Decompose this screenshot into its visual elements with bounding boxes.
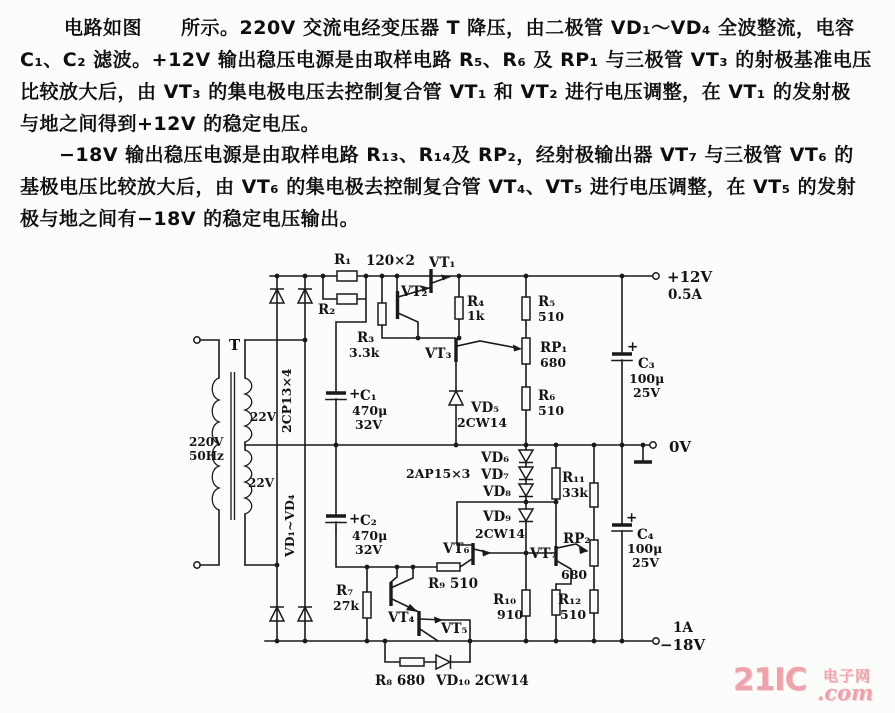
label-1a: 1A [673,620,693,636]
label-c3-plus: + [627,339,639,355]
label-vt1: VT₁ [429,255,456,271]
label-r3-value: 3.3k [349,345,380,360]
label-vt6: VT₆ [443,541,470,557]
label-c2-volt: 32V [355,542,383,557]
article-line-2: C₁、C₂ 滤波。+12V 输出稳压电源是由取样电路 R₅、R₆ 及 RP₁ 与三极管 VT₃ 的射极基准电压 [20,49,872,71]
label-c4-plus: + [626,510,638,526]
label-vt5: VT₅ [441,621,468,637]
label-transformer: T [229,336,241,354]
label-c2: C₂ [360,513,377,529]
label-vd1-vd4: VD₁~VD₄ [282,494,297,557]
article-line-7: 极与地之间有−18V 的稳定电压输出。 [20,208,360,230]
rectifier-bridge [270,276,312,641]
label-0v: 0V [669,438,692,456]
label-rp1-value: 680 [540,355,567,370]
label-r7-value: 27k [333,598,360,613]
negative-sampling-divider [590,445,632,641]
label-05a: 0.5A [668,287,702,303]
label-secondary-22v-top: 22V [250,410,277,424]
label-r6-value: 510 [538,403,565,418]
label-r10-value: 910 [497,607,524,622]
watermark-logo: 21IC [733,662,807,698]
site-watermark [733,662,893,710]
label-2ap15: 2AP15×3 [406,466,471,481]
label-rp2-value: 680 [561,567,588,582]
label-c3: C₃ [638,356,655,372]
label-c4-volt: 25V [632,555,660,570]
label-secondary-22v-bottom: 22V [248,476,275,490]
series-resistors-and-filters [323,271,455,530]
label-r12-value: 510 [560,607,587,622]
label-c1-plus: + [349,386,361,402]
label-r1: R₁ [334,252,352,268]
label-c1: C₁ [360,388,377,404]
label-r8: R₈ 680 [375,673,426,689]
label-c3-volt: 25V [633,385,661,400]
label-r4: R₄ [467,294,485,310]
output-terminals [634,273,659,644]
label-vd6: VD₆ [481,450,510,466]
label-vd5-type: 2CW14 [457,415,508,430]
label-minus18v: −18V [660,636,706,654]
watermark-chinese: 电子网 [823,667,872,685]
label-vt2: VT₂ [401,284,428,300]
label-r4-value: 1k [467,308,485,323]
label-c2-plus: + [349,511,361,527]
label-r1-r2-value: 120×2 [366,253,415,269]
label-vd8: VD₈ [483,484,512,500]
label-c3-cap: 100μ [629,371,665,386]
label-r7: R₇ [336,583,354,599]
label-vd7: VD₇ [481,467,510,483]
label-vt3: VT₃ [425,346,452,362]
label-r9: R₉ 510 [428,576,479,592]
component-labels [189,252,712,689]
label-mains-voltage: 220V [189,435,224,449]
watermark-com: .com [817,680,874,705]
label-vd10: VD₁₀ 2CW14 [436,673,529,689]
label-r6: R₆ [538,388,556,404]
label-c4-cap: 100μ [627,541,663,556]
article-line-5: −18V 输出稳压电源是由取样电路 R₁₃、R₁₄及 RP₂，经射极输出器 VT₇ 与三极管 VT₆ 的 [59,144,854,166]
label-mains-freq: 50Hz [189,449,224,463]
label-r10: R₁₀ [493,592,517,608]
label-diode-type: 2CP13×4 [279,368,294,433]
label-vt7: VT₇ [530,546,557,562]
label-r2: R₂ [318,302,336,318]
article-line-3: 比较放大后，由 VT₃ 的集电极电压去控制复合管 VT₁ 和 VT₂ 进行电压调整，在 VT₁ 的发射极 [20,81,851,103]
label-r11-value: 33k [562,485,589,500]
label-vd9-type: 2CW14 [475,526,526,541]
label-plus12v: +12V [667,268,713,286]
label-c2-cap: 470μ [352,528,388,543]
label-r5: R₅ [538,294,556,310]
label-c1-cap: 470μ [352,403,388,418]
article-line-1: 电路如图 所示。220V 交流电经变压器 T 降压，由二极管 VD₁～VD₄ 全波整流，电容 [64,17,855,39]
label-vt4: VT₄ [388,610,415,626]
article-line-6: 基极电压比较放大后，由 VT₆ 的集电极去控制复合管 VT₄、VT₅ 进行电压调整，在 VT₅ 的发射 [20,176,857,198]
label-r3: R₃ [357,330,375,346]
label-rp1: RP₁ [540,340,568,356]
label-r12: R₁₂ [558,592,582,608]
article-line-4: 与地之间得到+12V 的稳定电压。 [20,113,321,135]
label-r5-value: 510 [538,309,565,324]
label-rp2: RP₂ [563,531,591,547]
label-r11: R₁₁ [562,470,586,486]
label-c4: C₄ [637,527,654,543]
label-c1-volt: 32V [355,417,383,432]
label-vd5: VD₅ [471,400,500,416]
label-vd9: VD₉ [483,509,512,525]
